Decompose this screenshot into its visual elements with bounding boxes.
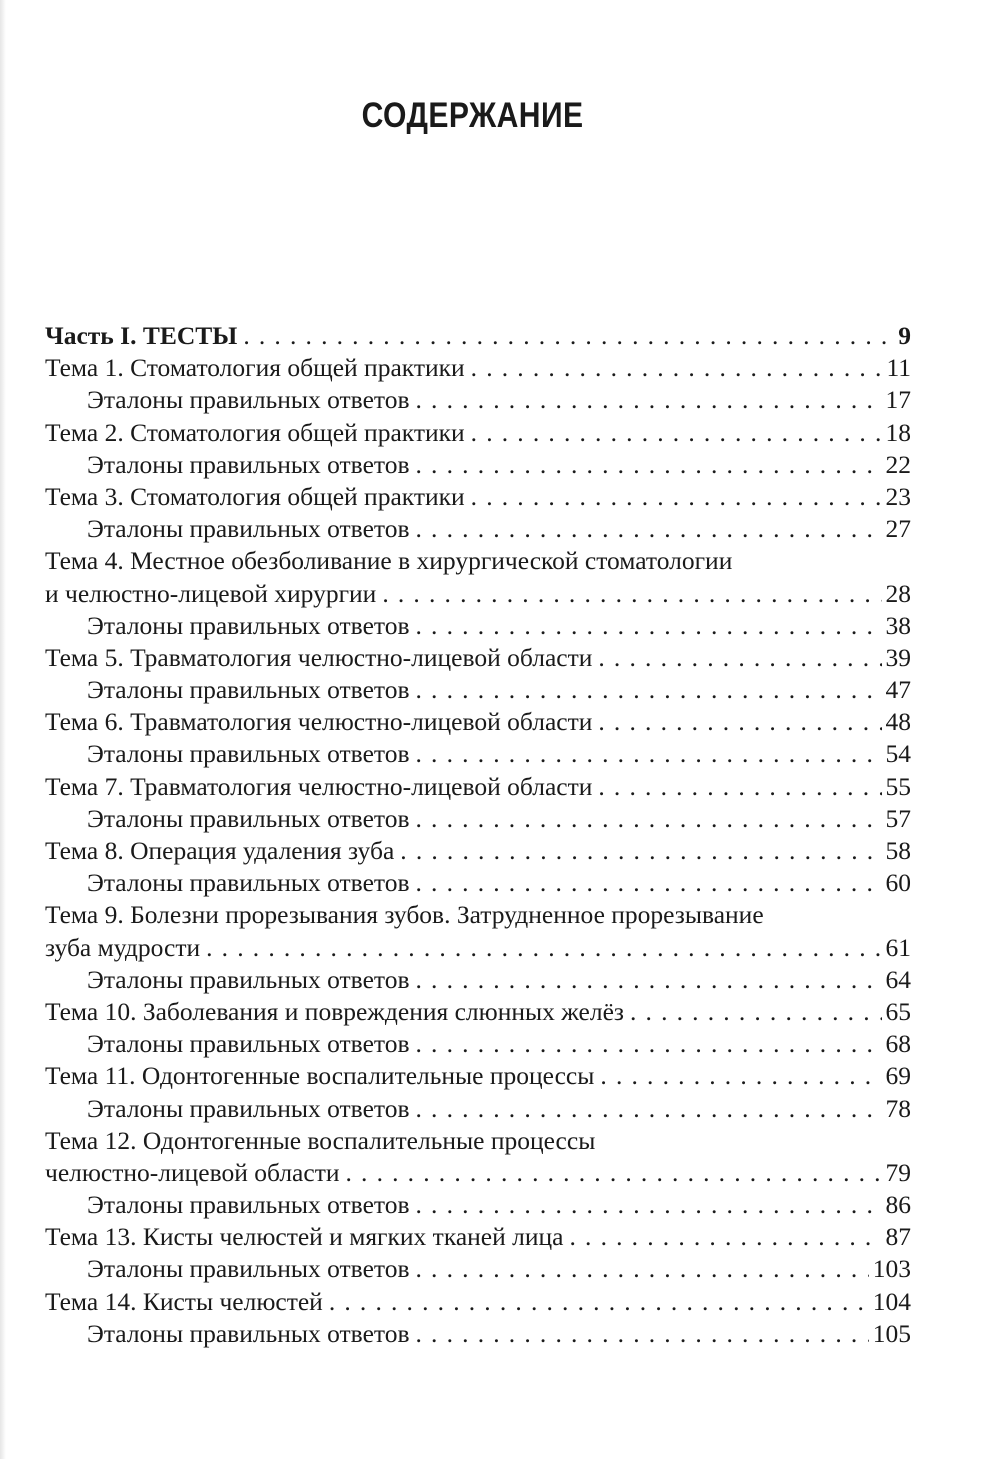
toc-entry-title: зуба мудрости <box>45 932 201 962</box>
toc-entry[interactable] <box>45 996 911 1028</box>
toc-entry-title: Эталоны правильных ответов <box>87 964 410 994</box>
toc-entry-title: Эталоны правильных ответов <box>87 514 410 544</box>
toc-entry-title: Эталоны правильных ответов <box>87 675 410 705</box>
toc-answers-entry[interactable] <box>45 867 911 899</box>
toc-entry[interactable] <box>45 352 911 384</box>
toc-page-number: 28 <box>885 578 911 608</box>
toc-entry[interactable] <box>45 835 911 867</box>
toc-entry-title: Эталоны правильных ответов <box>87 1318 410 1348</box>
toc-answers-entry[interactable] <box>45 1318 911 1350</box>
toc-leader-dots <box>206 932 881 964</box>
toc-leader-dots <box>416 803 882 835</box>
toc-leader-dots <box>329 1286 869 1318</box>
toc-page-number: 57 <box>885 803 911 833</box>
toc-entry[interactable] <box>45 481 911 513</box>
toc-entry-title: Эталоны правильных ответов <box>87 1254 410 1284</box>
toc-entry-title: челюстно-лицевой области <box>45 1157 340 1187</box>
toc-entry-first-line[interactable] <box>45 545 911 577</box>
page-edge-shadow <box>0 0 6 1459</box>
table-of-contents <box>45 320 911 1350</box>
toc-entry-title: Эталоны правильных ответов <box>87 803 410 833</box>
toc-leader-dots <box>416 384 882 416</box>
page-title: СОДЕРЖАНИЕ <box>361 96 584 135</box>
toc-leader-dots <box>471 417 882 449</box>
toc-page-number: 78 <box>885 1093 911 1123</box>
toc-entry[interactable] <box>45 642 911 674</box>
toc-leader-dots <box>416 1189 882 1221</box>
toc-entry[interactable] <box>45 417 911 449</box>
toc-leader-dots <box>416 738 882 770</box>
toc-leader-dots <box>416 1093 882 1125</box>
toc-entry-title: Тема 12. Одонтогенные воспалительные процессы <box>45 1125 596 1155</box>
toc-leader-dots <box>416 1028 882 1060</box>
toc-leader-dots <box>416 964 882 996</box>
toc-answers-entry[interactable] <box>45 674 911 706</box>
toc-page-number: 104 <box>872 1286 911 1316</box>
toc-leader-dots <box>600 1060 881 1092</box>
toc-page-number: 9 <box>898 321 911 350</box>
toc-leader-dots <box>345 1157 881 1189</box>
toc-leader-dots <box>382 578 881 610</box>
toc-entry-title: и челюстно-лицевой хирургии <box>45 578 377 608</box>
toc-entry-continuation[interactable] <box>45 1157 911 1189</box>
toc-answers-entry[interactable] <box>45 610 911 642</box>
toc-leader-dots <box>471 481 882 513</box>
toc-page-number: 11 <box>886 353 911 383</box>
toc-leader-dots <box>400 835 881 867</box>
toc-answers-entry[interactable] <box>45 1028 911 1060</box>
toc-answers-entry[interactable] <box>45 1093 911 1125</box>
toc-entry-title: Тема 7. Травматология челюстно-лицевой области <box>45 771 593 801</box>
toc-entry[interactable] <box>45 706 911 738</box>
toc-leader-dots <box>416 513 882 545</box>
toc-page-number: 23 <box>885 481 911 511</box>
toc-entry-title: Эталоны правильных ответов <box>87 610 410 640</box>
toc-page-number: 38 <box>885 610 911 640</box>
toc-page-number: 60 <box>885 868 911 898</box>
toc-entry-title: Тема 4. Местное обезболивание в хирургической стоматологии <box>45 546 733 576</box>
toc-part-heading[interactable] <box>45 320 911 352</box>
toc-entry[interactable] <box>45 1060 911 1092</box>
toc-entry[interactable] <box>45 1221 911 1253</box>
toc-leader-dots <box>416 1253 869 1285</box>
toc-page-number: 39 <box>885 642 911 672</box>
toc-leader-dots <box>416 610 882 642</box>
toc-entry-title: Тема 6. Травматология челюстно-лицевой области <box>45 707 593 737</box>
toc-page-number: 69 <box>885 1061 911 1091</box>
toc-page-number: 17 <box>885 385 911 415</box>
toc-entry-title: Эталоны правильных ответов <box>87 868 410 898</box>
toc-answers-entry[interactable] <box>45 1253 911 1285</box>
toc-answers-entry[interactable] <box>45 964 911 996</box>
toc-entry-title: Эталоны правильных ответов <box>87 1093 410 1123</box>
toc-answers-entry[interactable] <box>45 738 911 770</box>
toc-page-number: 48 <box>885 707 911 737</box>
toc-page-number: 103 <box>872 1254 911 1284</box>
toc-leader-dots <box>569 1221 881 1253</box>
toc-page-number: 105 <box>872 1318 911 1348</box>
toc-page-number: 86 <box>885 1190 911 1220</box>
toc-entry-continuation[interactable] <box>45 578 911 610</box>
toc-entry-title: Эталоны правильных ответов <box>87 385 410 415</box>
toc-entry-title: Эталоны правильных ответов <box>87 1190 410 1220</box>
toc-entry-continuation[interactable] <box>45 932 911 964</box>
toc-entry-first-line[interactable] <box>45 899 911 931</box>
toc-page-number: 18 <box>885 417 911 447</box>
toc-entry-title: Тема 5. Травматология челюстно-лицевой области <box>45 642 593 672</box>
toc-entry-title: Тема 1. Стоматология общей практики <box>45 353 465 383</box>
toc-leader-dots <box>416 1318 869 1350</box>
toc-entry-title: Эталоны правильных ответов <box>87 1029 410 1059</box>
toc-leader-dots <box>598 771 881 803</box>
toc-page-number: 54 <box>885 739 911 769</box>
toc-entry-title: Тема 11. Одонтогенные воспалительные процессы <box>45 1061 595 1091</box>
toc-entry-title: Часть I. ТЕСТЫ <box>45 321 238 350</box>
toc-answers-entry[interactable] <box>45 449 911 481</box>
toc-leader-dots <box>416 449 882 481</box>
toc-entry-title: Тема 10. Заболевания и повреждения слюнных желёз <box>45 996 624 1026</box>
toc-page-number: 47 <box>885 675 911 705</box>
toc-leader-dots <box>416 867 882 899</box>
toc-leader-dots <box>243 320 894 352</box>
toc-entry-title: Тема 2. Стоматология общей практики <box>45 417 465 447</box>
toc-leader-dots <box>598 642 881 674</box>
toc-page-number: 55 <box>885 771 911 801</box>
toc-leader-dots <box>598 706 881 738</box>
toc-entry-title: Эталоны правильных ответов <box>87 739 410 769</box>
toc-entry-title: Тема 14. Кисты челюстей <box>45 1286 323 1316</box>
toc-entry-title: Тема 3. Стоматология общей практики <box>45 481 465 511</box>
toc-entry-title: Тема 8. Операция удаления зуба <box>45 836 395 865</box>
toc-entry[interactable] <box>45 771 911 803</box>
toc-page-number: 22 <box>885 449 911 479</box>
toc-page-number: 64 <box>885 964 911 994</box>
toc-leader-dots <box>471 352 883 384</box>
toc-page-number: 61 <box>885 932 911 962</box>
toc-answers-entry[interactable] <box>45 803 911 835</box>
toc-entry-first-line[interactable] <box>45 1125 911 1157</box>
toc-answers-entry[interactable] <box>45 1189 911 1221</box>
toc-entry-title: Тема 9. Болезни прорезывания зубов. Затрудненное прорезывание <box>45 900 764 930</box>
toc-page-number: 68 <box>885 1029 911 1059</box>
toc-page-number: 79 <box>885 1157 911 1187</box>
toc-page-number: 65 <box>885 996 911 1026</box>
toc-leader-dots <box>630 996 882 1028</box>
toc-leader-dots <box>416 674 882 706</box>
toc-page-number: 27 <box>885 514 911 544</box>
toc-entry-title: Тема 13. Кисты челюстей и мягких тканей лица <box>45 1222 564 1252</box>
toc-entry-title: Эталоны правильных ответов <box>87 449 410 479</box>
toc-answers-entry[interactable] <box>45 384 911 416</box>
toc-entry[interactable] <box>45 1286 911 1318</box>
toc-answers-entry[interactable] <box>45 513 911 545</box>
toc-page-number: 58 <box>885 836 911 865</box>
toc-page-number: 87 <box>885 1222 911 1252</box>
